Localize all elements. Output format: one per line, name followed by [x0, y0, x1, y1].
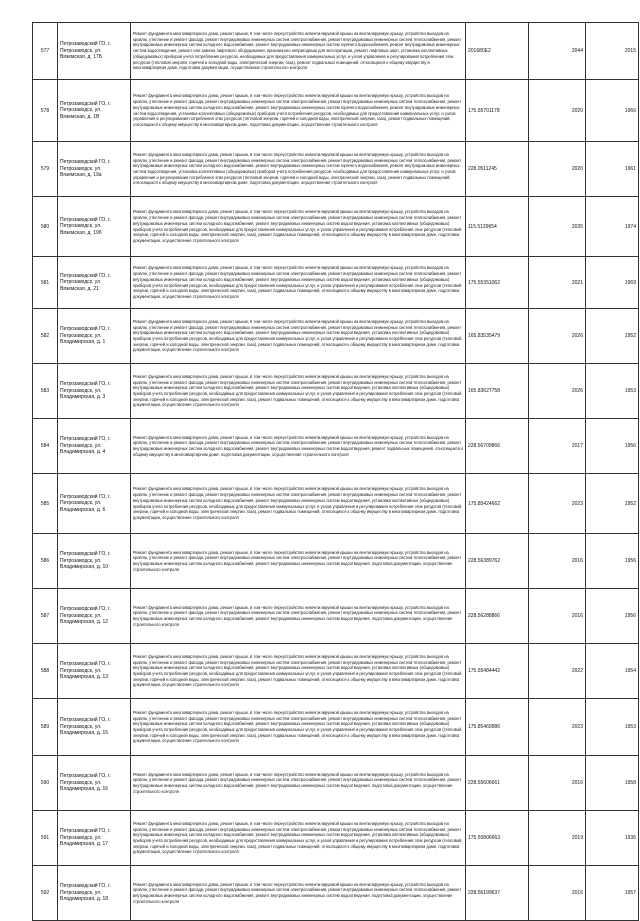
address-cell: Петрозаводский ГО, г. Петрозаводск, ул. Вяземская, д. 19б — [58, 197, 131, 257]
table-row — [33, 756, 639, 811]
build-year-cell: 1969 — [586, 257, 639, 309]
row-number: 580 — [33, 197, 58, 257]
works-cell: Ремонт фундамента многоквартирного дома, ремонт крыши, в том числе переустройство невентилируемой крыши на вентилируемую крышу, устройство выходов на кровлю, утепление и ремонт фасада, ремонт внутридомовых инженерных систем электроснабжения, ремонт внутридомовых инженерных систем теплоснабжения, ремонт внутридомовых инженерных систем холодного водоснабжения, ремонт внутридомовых инженерных систем горячего водоснабжения, ремонт внутридомовых инженерных систем водоотведения, установка коллективных (общедомовых) приборов учета потребления ресурсов, необходимых для предоставления коммунальных услуг, и узлов управления и регулирования потребления этих ресурсов (тепловой энергии, горячей и холодной воды, электрической энергии, газа), ремонт подвальных помещений, относящихся к общему имуществу в многоквартирном доме, подготовка документации, осуществление строительного контроля — [131, 80, 466, 142]
address-cell: Петрозаводский ГО, г. Петрозаводск, ул. Владимирская, д. 15 — [58, 699, 131, 756]
row-number: 591 — [33, 811, 58, 866]
build-year-cell: 1961 — [586, 142, 639, 197]
works-cell: Ремонт фундамента многоквартирного дома, ремонт крыши, в том числе переустройство невентилируемой крыши на вентилируемую крышу, устройство выходов на кровлю, утепление и ремонт фасада, ремонт внутридомовых инженерных систем электроснабжения, ремонт внутридомовых инженерных систем теплоснабжения, ремонт внутридомовых инженерных систем холодного водоснабжения, ремонт внутридомовых инженерных систем водоотведения, установка коллективных (общедомовых) приборов учета потребления ресурсов, необходимых для предоставления коммунальных услуг, и узлов управления и регулирования потребления этих ресурсов (тепловой энергии, горячей и холодной воды, электрической энергии, газа), ремонт подвальных помещений, относящихся к общему имуществу в многоквартирном доме, подготовка документации, осуществление строительного контроля — [131, 309, 466, 364]
table-row — [33, 811, 639, 866]
cost-cell: 165.83535479 — [466, 309, 529, 364]
build-year-cell: 1958 — [586, 756, 639, 811]
row-number: 589 — [33, 699, 58, 756]
build-year-cell: 1953 — [586, 699, 639, 756]
table-body — [33, 23, 639, 921]
address-cell: Петрозаводский ГО, г. Петрозаводск, ул. Вяземская, д. 21 — [58, 257, 131, 309]
works-cell: Ремонт фундамента многоквартирного дома, ремонт крыши, в том числе переустройство невентилируемой крыши на вентилируемую крышу, устройство выходов на кровлю, утепление и ремонт фасада, ремонт внутридомовых инженерных систем электроснабжения, ремонт внутридомовых инженерных систем теплоснабжения, ремонт внутридомовых инженерных систем холодного водоснабжения, ремонт внутридомовых инженерных систем водоотведения, установка коллективных (общедомовых) приборов учета потребления ресурсов, необходимых для предоставления коммунальных услуг, и узлов управления и регулирования потребления этих ресурсов (тепловой энергии, горячей и холодной воды, электрической энергии, газа), ремонт подвальных помещений, относящихся к общему имуществу в многоквартирном доме, подготовка документации, осуществление строительного контроля — [131, 364, 466, 419]
repair-year-cell: 2026 — [529, 364, 586, 419]
build-year-cell: 1957 — [586, 866, 639, 921]
cost-cell: 115.5139654 — [466, 197, 529, 257]
cost-cell: 228.0511245 — [466, 142, 529, 197]
row-number: 586 — [33, 534, 58, 589]
works-cell: Ремонт фундамента многоквартирного дома, ремонт крыши, в том числе переустройство невентилируемой крыши на вентилируемую крышу, устройство выходов на кровлю, утепление и ремонт фасада, ремонт внутридомовых инженерных систем электроснабжения, ремонт внутридомовых инженерных систем теплоснабжения, ремонт внутридомовых инженерных систем холодного водоснабжения, ремонт внутридомовых инженерных систем водоотведения, установка коллективных (общедомовых) приборов учета потребления ресурсов, необходимых для предоставления коммунальных услуг, и узлов управления и регулирования потребления этих ресурсов (тепловой энергии, горячей и холодной воды, электрической энергии, газа), ремонт подвальных помещений, относящихся к общему имуществу в многоквартирном доме, подготовка документации, осуществление строительного контроля — [131, 699, 466, 756]
build-year-cell: 1952 — [586, 474, 639, 534]
cost-cell: 175.55351062 — [466, 257, 529, 309]
repair-year-cell: 2026 — [529, 309, 586, 364]
address-cell: Петрозаводский ГО, г. Петрозаводск, ул. Владимирская, д. 10 — [58, 534, 131, 589]
works-cell: Ремонт фундамента многоквартирного дома, ремонт крыши, в том числе переустройство невентилируемой крыши на вентилируемую крышу, устройство выходов на кровлю, утепление и ремонт фасада, ремонт внутридомовых инженерных систем электроснабжения, ремонт внутридомовых инженерных систем теплоснабжения, ремонт внутридомовых инженерных систем холодного водоснабжения, ремонт внутридомовых инженерных систем водоотведения, подготовка документации, осуществление строительного контроля — [131, 756, 466, 811]
build-year-cell: 2015 — [586, 23, 639, 80]
table-row — [33, 364, 639, 419]
build-year-cell: 1956 — [586, 419, 639, 474]
repair-program-table — [32, 22, 639, 921]
table-row — [33, 197, 639, 257]
works-cell: Ремонт фундамента многоквартирного дома, ремонт крыши, в том числе переустройство невентилируемой крыши на вентилируемую крышу, устройство выходов на кровлю, утепление и ремонт фасада, ремонт внутридомовых инженерных систем электроснабжения, ремонт внутридомовых инженерных систем теплоснабжения, ремонт внутридомовых инженерных систем холодного водоснабжения, ремонт внутридомовых инженерных систем горячего водоснабжения, ремонт внутридомовых инженерных систем водоотведения, установка коллективных (общедомовых) приборов учета потребления ресурсов, необходимых для предоставления коммунальных услуг, и узлов управления и регулирования потребления этих ресурсов (тепловой энергии, горячей и холодной воды, электрической энергии, газа), ремонт подвальных помещений, относящихся к общему имуществу в многоквартирном доме, подготовка документации, осуществление строительного контроля — [131, 142, 466, 197]
cost-cell: 175.55806663 — [466, 811, 529, 866]
repair-year-cell: 2016 — [529, 589, 586, 644]
row-number: 577 — [33, 23, 58, 80]
repair-year-cell: 2044 — [529, 23, 586, 80]
row-number: 590 — [33, 756, 58, 811]
address-cell: Петрозаводский ГО, г. Петрозаводск, ул. Владимирская, д. 3 — [58, 364, 131, 419]
table-row — [33, 866, 639, 921]
build-year-cell: 1966 — [586, 80, 639, 142]
table-row — [33, 534, 639, 589]
table-row — [33, 474, 639, 534]
works-cell: Ремонт фундамента многоквартирного дома, ремонт крыши, в том числе переустройство невентилируемой крыши на вентилируемую крышу, устройство выходов на кровлю, утепление и ремонт фасада, ремонт внутридомовых инженерных систем электроснабжения, ремонт внутридомовых инженерных систем теплоснабжения, ремонт внутридомовых инженерных систем холодного водоснабжения, ремонт внутридомовых инженерных систем горячего водоснабжения, ремонт внутридомовых инженерных систем водоотведения, ремонт или замена лифтового оборудования, признанного непригодным для эксплуатации, ремонт лифтовых шахт, установка коллективных (общедомовых) приборов учета потребления ресурсов, необходимых для предоставления коммунальных услуг, и узлов управления и регулирования потребления этих ресурсов (тепловой энергии, горячей и холодной воды, электрической энергии, газа), ремонт подвальных помещений, относящихся к общему имуществу в многоквартирном доме, подготовка документации, осуществление строительного контроля — [131, 23, 466, 80]
build-year-cell: 1953 — [586, 364, 639, 419]
cost-cell: 228.55606661 — [466, 756, 529, 811]
row-number: 582 — [33, 309, 58, 364]
works-cell: Ремонт фундамента многоквартирного дома, ремонт крыши, в том числе переустройство невентилируемой крыши на вентилируемую крышу, устройство выходов на кровлю, утепление и ремонт фасада, ремонт внутридомовых инженерных систем электроснабжения, ремонт внутридомовых инженерных систем теплоснабжения, ремонт внутридомовых инженерных систем холодного водоснабжения, ремонт внутридомовых инженерных систем водоотведения, установка коллективных (общедомовых) приборов учета потребления ресурсов, необходимых для предоставления коммунальных услуг, и узлов управления и регулирования потребления этих ресурсов (тепловой энергии, горячей и холодной воды, электрической энергии, газа), ремонт подвальных помещений, относящихся к общему имуществу в многоквартирном доме, подготовка документации, осуществление строительного контроля — [131, 811, 466, 866]
works-cell: Ремонт фундамента многоквартирного дома, ремонт крыши, в том числе переустройство невентилируемой крыши на вентилируемую крышу, устройство выходов на кровлю, утепление и ремонт фасада, ремонт внутридомовых инженерных систем электроснабжения, ремонт внутридомовых инженерных систем теплоснабжения, ремонт внутридомовых инженерных систем холодного водоснабжения, ремонт внутридомовых инженерных систем водоотведения, установка коллективных (общедомовых) приборов учета потребления ресурсов, необходимых для предоставления коммунальных услуг, и узлов управления и регулирования потребления этих ресурсов (тепловой энергии, горячей и холодной воды, электрической энергии, газа), ремонт подвальных помещений, относящихся к общему имуществу в многоквартирном доме, подготовка документации, осуществление строительного контроля — [131, 474, 466, 534]
cost-cell: 175.85469986 — [466, 699, 529, 756]
address-cell: Петрозаводский ГО, г. Петрозаводск, ул. Владимирская, д. 16 — [58, 756, 131, 811]
row-number: 584 — [33, 419, 58, 474]
address-cell: Петрозаводский ГО, г. Петрозаводск, ул. Владимирская, д. 6 — [58, 474, 131, 534]
row-number: 579 — [33, 142, 58, 197]
build-year-cell: 1936 — [586, 811, 639, 866]
table-row — [33, 142, 639, 197]
table-row — [33, 80, 639, 142]
address-cell: Петрозаводский ГО, г. Петрозаводск, ул. Владимирская, д. 12 — [58, 589, 131, 644]
repair-year-cell: 2022 — [529, 644, 586, 699]
cost-cell: 228.56288866 — [466, 589, 529, 644]
repair-year-cell: 2016 — [529, 756, 586, 811]
document-sheet — [32, 22, 636, 921]
row-number: 578 — [33, 80, 58, 142]
repair-year-cell: 2016 — [529, 866, 586, 921]
cost-cell: 175.55701178 — [466, 80, 529, 142]
address-cell: Петрозаводский ГО, г. Петрозаводск, ул. Владимирская, д. 1 — [58, 309, 131, 364]
row-number: 592 — [33, 866, 58, 921]
repair-year-cell: 2023 — [529, 474, 586, 534]
works-cell: Ремонт фундамента многоквартирного дома, ремонт крыши, в том числе переустройство невентилируемой крыши на вентилируемую крышу, устройство выходов на кровлю, утепление и ремонт фасада, ремонт внутридомовых инженерных систем электроснабжения, ремонт внутридомовых инженерных систем теплоснабжения, ремонт внутридомовых инженерных систем холодного водоснабжения, ремонт внутридомовых инженерных систем водоотведения, установка коллективных (общедомовых) приборов учета потребления ресурсов, необходимых для предоставления коммунальных услуг, и узлов управления и регулирования потребления этих ресурсов (тепловой энергии, горячей и холодной воды, электрической энергии, газа), ремонт подвальных помещений, относящихся к общему имуществу в многоквартирном доме, подготовка документации, осуществление строительного контроля — [131, 197, 466, 257]
repair-year-cell: 2020 — [529, 80, 586, 142]
build-year-cell: 1952 — [586, 309, 639, 364]
repair-year-cell: 2023 — [529, 699, 586, 756]
table-row — [33, 589, 639, 644]
address-cell: Петрозаводский ГО, г. Петрозаводск, ул. Вяземская, д. 1В — [58, 80, 131, 142]
works-cell: Ремонт фундамента многоквартирного дома, ремонт крыши, в том числе переустройство невентилируемой крыши на вентилируемую крышу, устройство выходов на кровлю, утепление и ремонт фасада, ремонт внутридомовых инженерных систем электроснабжения, ремонт внутридомовых инженерных систем теплоснабжения, ремонт внутридомовых инженерных систем холодного водоснабжения, ремонт внутридомовых инженерных систем водоотведения, установка коллективных (общедомовых) приборов учета потребления ресурсов, необходимых для предоставления коммунальных услуг, и узлов управления и регулирования потребления этих ресурсов (тепловой энергии, горячей и холодной воды, электрической энергии, газа), ремонт подвальных помещений, относящихся к общему имуществу в многоквартирном доме, подготовка документации, осуществление строительного контроля — [131, 257, 466, 309]
address-cell: Петрозаводский ГО, г. Петрозаводск, ул. Владимирская, д. 17 — [58, 811, 131, 866]
address-cell: Петрозаводский ГО, г. Петрозаводск, ул. Вяземская, д. 19а — [58, 142, 131, 197]
works-cell: Ремонт фундамента многоквартирного дома, ремонт крыши, в том числе переустройство невентилируемой крыши на вентилируемую крышу, устройство выходов на кровлю, утепление и ремонт фасада, ремонт внутридомовых инженерных систем электроснабжения, ремонт внутридомовых инженерных систем теплоснабжения, ремонт внутридомовых инженерных систем холодного водоснабжения, ремонт внутридомовых инженерных систем водоотведения, подготовка документации, осуществление строительного контроля — [131, 534, 466, 589]
build-year-cell: 1974 — [586, 197, 639, 257]
table-row — [33, 309, 639, 364]
address-cell: Петрозаводский ГО, г. Петрозаводск, ул. Владимирская, д. 4 — [58, 419, 131, 474]
repair-year-cell: 2019 — [529, 811, 586, 866]
works-cell: Ремонт фундамента многоквартирного дома, ремонт крыши, в том числе переустройство невентилируемой крыши на вентилируемую крышу, устройство выходов на кровлю, утепление и ремонт фасада, ремонт внутридомовых инженерных систем электроснабжения, ремонт внутридомовых инженерных систем теплоснабжения, ремонт внутридомовых инженерных систем холодного водоснабжения, ремонт внутридомовых инженерных систем водоотведения, установка коллективных (общедомовых) приборов учета потребления ресурсов, необходимых для предоставления коммунальных услуг, и узлов управления и регулирования потребления этих ресурсов (тепловой энергии, горячей и холодной воды, электрической энергии, газа), ремонт подвальных помещений, относящихся к общему имуществу в многоквартирном доме, подготовка документации, осуществление строительного контроля — [131, 644, 466, 699]
row-number: 581 — [33, 257, 58, 309]
repair-year-cell: 2017 — [529, 419, 586, 474]
address-cell: Петрозаводский ГО, г. Петрозаводск, ул. Владимирская, д. 13 — [58, 644, 131, 699]
table-row — [33, 257, 639, 309]
row-number: 585 — [33, 474, 58, 534]
works-cell: Ремонт фундамента многоквартирного дома, ремонт крыши, в том числе переустройство невентилируемой крыши на вентилируемую крышу, устройство выходов на кровлю, утепление и ремонт фасада, ремонт внутридомовых инженерных систем электроснабжения, ремонт внутридомовых инженерных систем теплоснабжения, ремонт внутридомовых инженерных систем холодного водоснабжения, ремонт внутридомовых инженерных систем водоотведения, ремонт подвальных помещений, относящихся к общему имуществу в многоквартирном доме, подготовка документации, осуществление строительного контроля — [131, 419, 466, 474]
repair-year-cell: 2020 — [529, 142, 586, 197]
repair-year-cell: 2035 — [529, 197, 586, 257]
cost-cell: 175.55484442 — [466, 644, 529, 699]
repair-year-cell: 2021 — [529, 257, 586, 309]
build-year-cell: 1956 — [586, 534, 639, 589]
works-cell: Ремонт фундамента многоквартирного дома, ремонт крыши, в том числе переустройство невентилируемой крыши на вентилируемую крышу, устройство выходов на кровлю, утепление и ремонт фасада, ремонт внутридомовых инженерных систем электроснабжения, ремонт внутридомовых инженерных систем теплоснабжения, ремонт внутридомовых инженерных систем холодного водоснабжения, ремонт внутридомовых инженерных систем водоотведения, подготовка документации, осуществление строительного контроля — [131, 866, 466, 921]
table-row — [33, 23, 639, 80]
table-row — [33, 419, 639, 474]
cost-cell: 201680Е2 — [466, 23, 529, 80]
build-year-cell: 1954 — [586, 644, 639, 699]
cost-cell: 165.83627758 — [466, 364, 529, 419]
address-cell: Петрозаводский ГО, г. Петрозаводск, ул. Владимирская, д. 18 — [58, 866, 131, 921]
table-row — [33, 644, 639, 699]
build-year-cell: 1956 — [586, 589, 639, 644]
repair-year-cell: 2016 — [529, 534, 586, 589]
row-number: 588 — [33, 644, 58, 699]
cost-cell: 228.56199637 — [466, 866, 529, 921]
row-number: 583 — [33, 364, 58, 419]
cost-cell: 228.56389762 — [466, 534, 529, 589]
table-row — [33, 699, 639, 756]
cost-cell: 228.56709866 — [466, 419, 529, 474]
address-cell: Петрозаводский ГО, г. Петрозаводск, ул. Вяземская, д. 17Б — [58, 23, 131, 80]
works-cell: Ремонт фундамента многоквартирного дома, ремонт крыши, в том числе переустройство невентилируемой крыши на вентилируемую крышу, устройство выходов на кровлю, утепление и ремонт фасада, ремонт внутридомовых инженерных систем электроснабжения, ремонт внутридомовых инженерных систем теплоснабжения, ремонт внутридомовых инженерных систем холодного водоснабжения, ремонт внутридомовых инженерных систем водоотведения, подготовка документации, осуществление строительного контроля — [131, 589, 466, 644]
cost-cell: 175.85424662 — [466, 474, 529, 534]
row-number: 587 — [33, 589, 58, 644]
